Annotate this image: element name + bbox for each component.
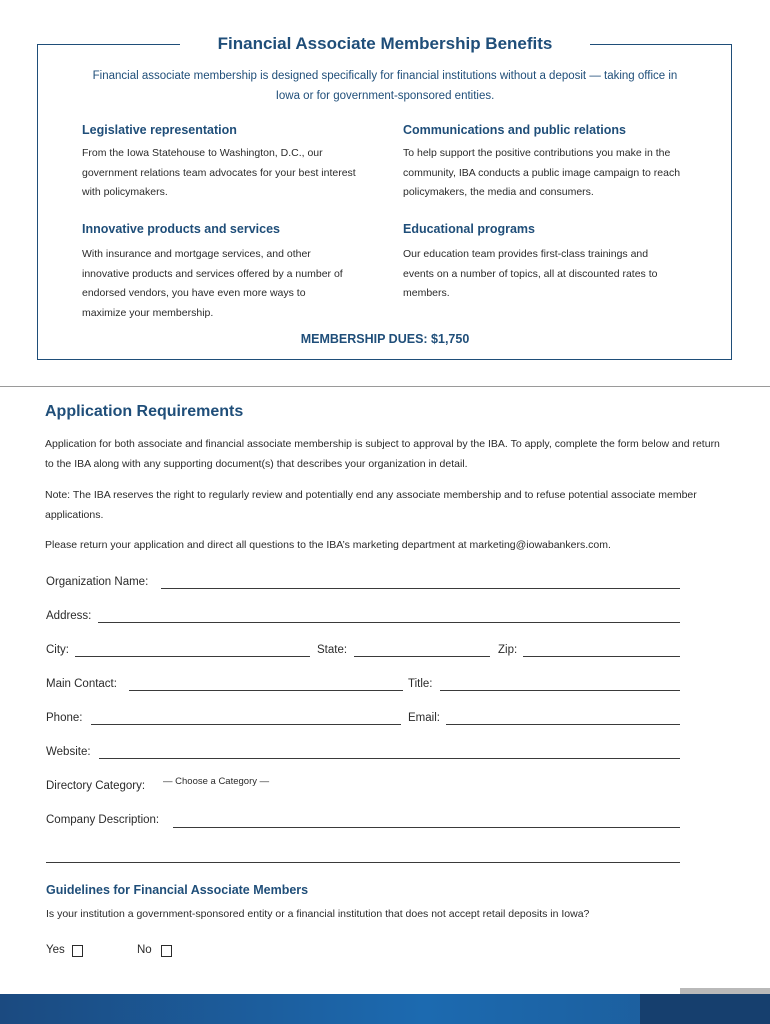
guidelines-question: Is your institution a government-sponsored entity or a financial institution that does not accept retail deposits in Iowa?	[46, 908, 590, 920]
title-field[interactable]	[440, 690, 680, 691]
application-paragraph-1: Application for both associate and financial associate membership is subject to approval by the IBA. To apply, complete the form below and return to the IBA along with any supporting document(s) that describes your organization in detail.	[45, 438, 720, 470]
website-label: Website:	[46, 746, 91, 758]
application-contact: Please return your application and direct all questions to the IBA’s marketing department at marketing@iowabankers.com.	[45, 539, 611, 551]
benefit-heading-legislative: Legislative representation	[82, 123, 237, 137]
main-contact-field[interactable]	[129, 690, 403, 691]
section-divider	[0, 386, 770, 387]
yes-checkbox[interactable]	[72, 945, 83, 957]
website-field[interactable]	[99, 758, 680, 759]
benefit-heading-education: Educational programs	[403, 222, 535, 236]
benefit-text-communications: To help support the positive contributions you make in the community, IBA conducts a public image campaign to reach policymakers, the media and consumers.	[403, 147, 681, 199]
benefit-text-education: Our education team provides first-class trainings and events on a number of topics, all at discounted rates to members.	[403, 248, 658, 300]
phone-label: Phone:	[46, 712, 83, 724]
state-field[interactable]	[354, 656, 490, 657]
city-label: City:	[46, 644, 69, 656]
benefit-text-products: With insurance and mortgage services, and other innovative products and services offered by a number of endorsed vendors, you have even more ways to maximize your membership.	[82, 248, 343, 320]
state-label: State:	[317, 644, 348, 656]
footer-bar-dark	[640, 994, 770, 1024]
benefits-intro: Financial associate membership is designed specifically for financial institutions without a deposit — taking office in Iowa or for government-sponsored entities.	[92, 70, 678, 102]
benefit-heading-communications: Communications and public relations	[403, 123, 626, 137]
zip-label: Zip:	[498, 644, 518, 656]
phone-field[interactable]	[91, 724, 401, 725]
benefits-title: Financial Associate Membership Benefits	[180, 34, 590, 54]
address-field[interactable]	[98, 622, 680, 623]
title-label: Title:	[408, 678, 433, 690]
organization-name-field[interactable]	[161, 588, 680, 589]
email-label: Email:	[408, 712, 440, 724]
benefit-heading-products: Innovative products and services	[82, 222, 280, 236]
benefit-text-legislative: From the Iowa Statehouse to Washington, D.C., our government relations team advocates for your best interest with policymakers.	[82, 147, 356, 199]
guidelines-title: Guidelines for Financial Associate Members	[46, 883, 309, 897]
zip-field[interactable]	[523, 656, 680, 657]
company-description-field[interactable]	[173, 827, 680, 828]
company-description-field-line-2[interactable]	[46, 862, 680, 863]
no-label: No	[137, 944, 152, 956]
email-field[interactable]	[446, 724, 680, 725]
directory-category-select[interactable]: — Choose a Category —	[163, 776, 270, 787]
city-field[interactable]	[75, 656, 310, 657]
directory-category-label: Directory Category:	[46, 780, 146, 792]
yes-label: Yes	[46, 944, 65, 956]
no-checkbox[interactable]	[161, 945, 172, 957]
membership-dues: MEMBERSHIP DUES: $1,750	[300, 332, 470, 346]
application-title: Application Requirements	[45, 403, 244, 420]
company-description-label: Company Description:	[46, 814, 160, 826]
address-label: Address:	[46, 610, 92, 622]
main-contact-label: Main Contact:	[46, 678, 117, 690]
organization-name-label: Organization Name:	[46, 576, 149, 588]
application-note: Note: The IBA reserves the right to regularly review and potentially end any associate membership and to refuse potential associate member applications.	[45, 489, 697, 521]
